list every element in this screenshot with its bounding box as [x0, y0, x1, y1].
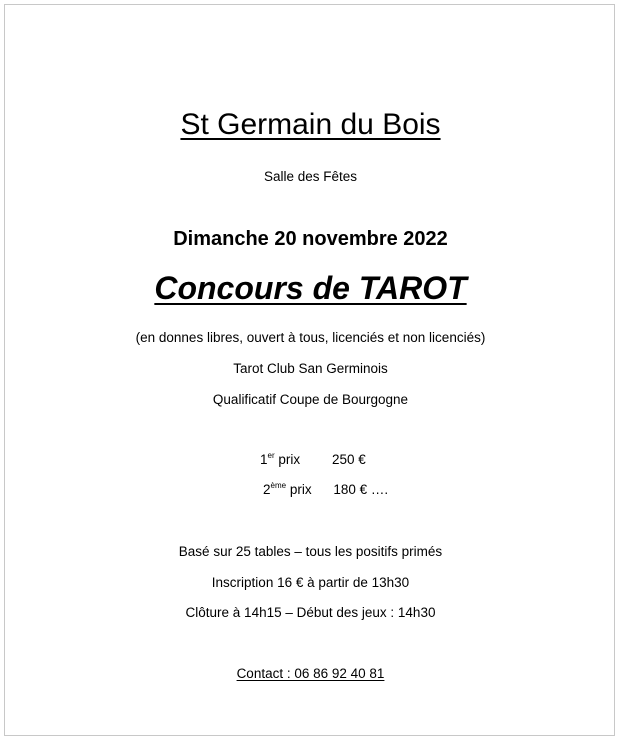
contact-phone: Contact : 06 86 92 40 81 — [236, 666, 385, 681]
prize-rank-suffix: er — [267, 451, 275, 460]
venue-name: Salle des Fêtes — [263, 169, 358, 184]
prize-amount: 180 € …. — [333, 482, 389, 497]
event-title: Concours de TAROT — [154, 270, 467, 306]
schedule-info: Clôture à 14h15 – Début des jeux : 14h30 — [185, 605, 436, 620]
prize-amount: 250 € — [331, 452, 366, 467]
prize-rank-suffix: ème — [270, 481, 287, 490]
prize-rank: 2 — [263, 482, 271, 497]
prize-rank: 1 — [260, 452, 268, 467]
event-date: Dimanche 20 novembre 2022 — [173, 228, 448, 250]
prize-label: prix — [289, 482, 312, 497]
inscription-info: Inscription 16 € à partir de 13h30 — [211, 575, 410, 590]
club-name: Tarot Club San Germinois — [233, 361, 388, 376]
prize-label: prix — [278, 452, 301, 467]
event-conditions: (en donnes libres, ouvert à tous, licenciés et non licenciés) — [135, 330, 486, 345]
town-title: St Germain du Bois — [180, 108, 441, 141]
first-prize — [260, 452, 366, 467]
second-prize — [263, 482, 388, 497]
tables-info: Basé sur 25 tables – tous les positifs primés — [178, 544, 443, 559]
qualification-note: Qualificatif Coupe de Bourgogne — [212, 392, 409, 407]
